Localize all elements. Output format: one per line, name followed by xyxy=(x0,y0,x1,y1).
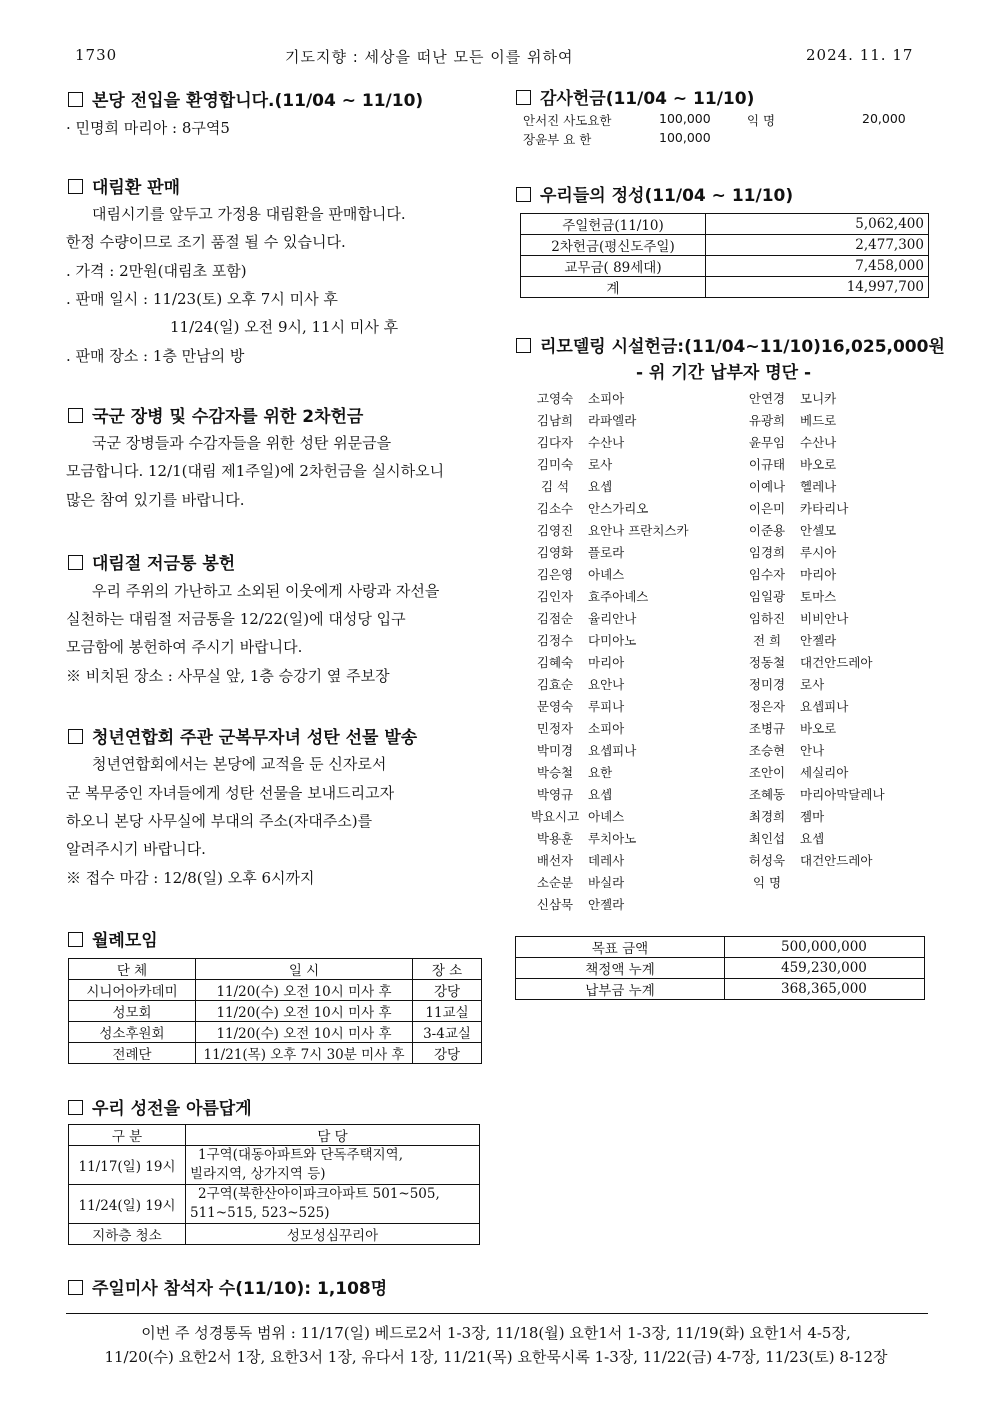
donor-name: 임하진 xyxy=(748,611,786,626)
donor-entry xyxy=(738,807,824,825)
table-row xyxy=(69,1022,482,1043)
donor-name: 이예나 xyxy=(748,479,786,494)
donor-entry xyxy=(738,455,836,473)
donor-name: 안연경 xyxy=(748,391,786,406)
donor-name: 허성욱 xyxy=(748,853,786,868)
donor-baptismal-name: 안젤라 xyxy=(800,633,837,648)
donor-name: 윤무임 xyxy=(748,435,786,450)
youth-heading: 청년연합회 주관 군복무자녀 성탄 선물 발송 xyxy=(68,723,417,748)
donor-name: 김정수 xyxy=(536,633,574,648)
table-row xyxy=(521,256,929,277)
goal-label: 목표 금액 xyxy=(516,937,725,958)
wreath-heading: 대림환 판매 xyxy=(68,173,180,198)
youth-line: 청년연합회에서는 본당에 교적을 둔 신자로서 xyxy=(92,755,387,773)
checkbox-icon xyxy=(68,932,83,947)
donor-entry xyxy=(526,543,624,561)
donor-baptismal-name: 마리아막달레나 xyxy=(800,787,885,802)
wreath-sale-time: 11/24(일) 오전 9시, 11시 미사 후 xyxy=(170,318,399,336)
donor-entry xyxy=(526,653,624,671)
thanks-heading: 감사헌금(11/04 ~ 11/10) xyxy=(516,84,754,109)
donor-name: 문영숙 xyxy=(536,699,574,714)
donor-entry xyxy=(526,697,624,715)
donor-entry xyxy=(526,785,612,803)
date-cell: 지하층 청소 xyxy=(69,1224,186,1245)
donor-baptismal-name: 바실라 xyxy=(588,875,625,890)
table-row xyxy=(69,1001,482,1022)
donor-baptismal-name: 카타리나 xyxy=(800,501,849,516)
donor-entry xyxy=(738,675,824,693)
donor-entry xyxy=(738,763,848,781)
offering-amount: 5,062,400 xyxy=(706,214,929,235)
remodel-heading: 리모델링 시설헌금:(11/04~11/10)16,025,000원 xyxy=(516,332,945,357)
column-header: 일 시 xyxy=(196,959,413,980)
donor-baptismal-name: 루피나 xyxy=(588,699,625,714)
donor-name: 김남희 xyxy=(536,413,574,428)
checkbox-icon xyxy=(68,1280,83,1295)
donor-name: 민정자 xyxy=(536,721,574,736)
youth-deadline: ※ 접수 마감 : 12/8(일) 오후 6시까지 xyxy=(66,869,315,887)
donor-entry xyxy=(526,455,612,473)
donor-baptismal-name: 요셉피나 xyxy=(588,743,637,758)
donor-baptismal-name: 바오로 xyxy=(800,721,837,736)
donor-baptismal-name: 요안나 xyxy=(588,677,625,692)
donor-baptismal-name: 대건안드레아 xyxy=(800,853,873,868)
date-cell: 11/17(일) 19시 xyxy=(69,1146,186,1185)
donor-entry xyxy=(738,543,836,561)
wreath-price: . 가격 : 2만원(대림초 포함) xyxy=(66,262,247,280)
prayer-intention: 기도지향 : 세상을 떠난 모든 이를 위하여 xyxy=(285,48,574,66)
column-header: 구 분 xyxy=(69,1125,186,1146)
goal-table xyxy=(515,936,925,1000)
donor-name: 정미경 xyxy=(748,677,786,692)
donor-baptismal-name: 비비안나 xyxy=(800,611,849,626)
table-row xyxy=(69,1146,480,1185)
donor-entry xyxy=(526,829,636,847)
savings-heading: 대림절 저금통 봉헌 xyxy=(68,549,235,574)
donor-entry xyxy=(526,477,612,495)
checkbox-icon xyxy=(516,90,531,105)
donor-baptismal-name: 수산나 xyxy=(588,435,625,450)
donor-name: 김점순 xyxy=(536,611,574,626)
group-cell: 시니어아카데미 xyxy=(69,980,196,1001)
checkbox-icon xyxy=(68,408,83,423)
donor-baptismal-name: 요셉피나 xyxy=(800,699,849,714)
donor-entry xyxy=(526,873,624,891)
donor-baptismal-name: 마리아 xyxy=(800,567,837,582)
footer-divider xyxy=(66,1313,928,1314)
donor-baptismal-name: 안나 xyxy=(800,743,825,758)
column-header: 장 소 xyxy=(413,959,482,980)
military-heading: 국군 장병 및 수감자를 위한 2차헌금 xyxy=(68,402,363,427)
bible-reading-line: 11/20(수) 요한2서 1장, 요한3서 1장, 유다서 1장, 11/21(목) 요한묵시록 1-3장, 11/22(금) 4-7장, 11/23(토) 8-12장 xyxy=(104,1348,888,1366)
donor-baptismal-name: 세실리아 xyxy=(800,765,849,780)
donor-baptismal-name: 율리안나 xyxy=(588,611,637,626)
donor-name: 이규태 xyxy=(748,457,786,472)
donor-entry xyxy=(526,631,636,649)
donor-entry xyxy=(526,609,636,627)
table-row xyxy=(69,1224,480,1245)
table-header-row xyxy=(69,959,482,980)
donor-baptismal-name: 루시아 xyxy=(800,545,837,560)
table-row xyxy=(521,235,929,256)
date-cell: 11/24(일) 19시 xyxy=(69,1185,186,1224)
table-row xyxy=(516,958,925,979)
donor-entry xyxy=(526,433,624,451)
wreath-sale-place: . 판매 장소 : 1층 만남의 방 xyxy=(66,347,245,365)
donor-name: 신삼묵 xyxy=(536,897,574,912)
place-cell: 강당 xyxy=(413,1043,482,1064)
donor-baptismal-name: 베드로 xyxy=(800,413,837,428)
welcome-line: · 민명희 마리아 : 8구역5 xyxy=(66,119,230,137)
wreath-line: 한정 수량이므로 조기 품절 될 수 있습니다. xyxy=(66,233,346,251)
donor-baptismal-name: 마리아 xyxy=(588,655,625,670)
donor-entry xyxy=(738,785,885,803)
donor-name: 박승철 xyxy=(536,765,574,780)
donor-entry xyxy=(526,895,624,913)
cleaning-table xyxy=(68,1124,480,1245)
bible-reading-line: 이번 주 성경통독 범위 : 11/17(일) 베드로2서 1-3장, 11/18(월) 요한1서 1-3장, 11/19(화) 요한1서 4-5장, xyxy=(141,1324,851,1342)
donor-baptismal-name: 플로라 xyxy=(588,545,625,560)
wreath-line: 대림시기를 앞두고 가정용 대림환을 판매합니다. xyxy=(92,205,406,223)
donor-baptismal-name: 요셉 xyxy=(588,787,613,802)
offering-label: 2차헌금(평신도주일) xyxy=(521,235,706,256)
donor-name: 김소수 xyxy=(536,501,574,516)
donor-entry xyxy=(526,389,624,407)
thanks-amount: 20,000 xyxy=(862,111,906,126)
donor-baptismal-name: 소피아 xyxy=(588,391,625,406)
offering-label: 주일헌금(11/10) xyxy=(521,214,706,235)
donor-entry xyxy=(526,807,624,825)
donor-baptismal-name: 루치아노 xyxy=(588,831,637,846)
thanks-amount: 100,000 xyxy=(659,130,711,145)
goal-label: 책정액 누계 xyxy=(516,958,725,979)
welcome-heading: 본당 전입을 환영합니다.(11/04 ~ 11/10) xyxy=(68,86,423,111)
donor-name: 조안이 xyxy=(748,765,786,780)
time-cell: 11/20(수) 오전 10시 미사 후 xyxy=(196,1001,413,1022)
donor-entry xyxy=(526,763,612,781)
savings-line: 우리 주위의 가난하고 소외된 이웃에게 사랑과 자선을 xyxy=(92,582,440,600)
donor-entry xyxy=(738,829,824,847)
donor-entry xyxy=(526,521,689,539)
offering-amount: 7,458,000 xyxy=(706,256,929,277)
wreath-sale-time: . 판매 일시 : 11/23(토) 오후 7시 미사 후 xyxy=(66,290,338,308)
duty-cell: 2구역(북한산아이파크아파트 501~505, 511~515, 523~525) xyxy=(186,1185,480,1224)
thanks-donor: 익 명 xyxy=(747,113,776,128)
donor-entry xyxy=(738,499,848,517)
donor-entry xyxy=(738,565,836,583)
time-cell: 11/21(목) 오후 7시 30분 미사 후 xyxy=(196,1043,413,1064)
table-row xyxy=(521,277,929,298)
donor-name: 김영진 xyxy=(536,523,574,538)
place-cell: 11교실 xyxy=(413,1001,482,1022)
donor-entry xyxy=(738,741,824,759)
donor-entry xyxy=(738,653,872,671)
donor-entry xyxy=(526,719,624,737)
donor-entry xyxy=(526,499,648,517)
place-cell: 3-4교실 xyxy=(413,1022,482,1043)
donor-baptismal-name: 아녜스 xyxy=(588,809,625,824)
donor-baptismal-name: 대건안드레아 xyxy=(800,655,873,670)
youth-line: 군 복무중인 자녀들에게 성탄 선물을 보내드리고자 xyxy=(66,784,395,802)
donor-entry xyxy=(738,697,848,715)
group-cell: 전례단 xyxy=(69,1043,196,1064)
time-cell: 11/20(수) 오전 10시 미사 후 xyxy=(196,980,413,1001)
offering-label: 교무금( 89세대) xyxy=(521,256,706,277)
group-cell: 성소후원회 xyxy=(69,1022,196,1043)
donor-name: 이은미 xyxy=(748,501,786,516)
donor-name: 김은영 xyxy=(536,567,574,582)
donor-name: 익 명 xyxy=(752,875,782,890)
donor-entry xyxy=(738,477,836,495)
donor-name: 김효순 xyxy=(536,677,574,692)
donor-name: 김혜숙 xyxy=(536,655,574,670)
monthly-table xyxy=(68,958,482,1064)
donor-entry xyxy=(738,719,836,737)
donor-entry xyxy=(738,521,836,539)
donor-entry xyxy=(526,565,624,583)
monthly-heading: 월례모임 xyxy=(68,926,158,951)
donor-baptismal-name: 요한 xyxy=(588,765,613,780)
goal-amount: 500,000,000 xyxy=(725,937,925,958)
donor-baptismal-name: 요셉 xyxy=(800,831,825,846)
thanks-donor: 안서진 사도요한 xyxy=(523,113,612,128)
offering-label: 계 xyxy=(521,277,706,298)
donor-baptismal-name: 데레사 xyxy=(588,853,625,868)
donor-entry xyxy=(738,873,800,891)
thanks-donor: 장윤부 요 한 xyxy=(523,132,592,147)
donor-entry xyxy=(738,389,836,407)
donor-baptismal-name: 라파엘라 xyxy=(588,413,637,428)
donor-name: 고영숙 xyxy=(536,391,574,406)
checkbox-icon xyxy=(68,1100,83,1115)
donor-name: 조병규 xyxy=(748,721,786,736)
donor-entry xyxy=(526,675,624,693)
donor-baptismal-name: 헬레나 xyxy=(800,479,837,494)
bulletin-date: 2024. 11. 17 xyxy=(806,46,914,64)
time-cell: 11/20(수) 오전 10시 미사 후 xyxy=(196,1022,413,1043)
donor-entry xyxy=(526,741,636,759)
cleaning-heading: 우리 성전을 아름답게 xyxy=(68,1094,252,1119)
table-row xyxy=(69,1185,480,1224)
offerings-table xyxy=(520,213,929,298)
donor-entry xyxy=(526,851,624,869)
savings-note: ※ 비치된 장소 : 사무실 앞, 1층 승강기 옆 주보장 xyxy=(66,667,390,685)
table-row xyxy=(69,980,482,1001)
remodel-subtitle: - 위 기간 납부자 명단 - xyxy=(636,363,812,383)
military-line: 국군 장병들과 수감자들을 위한 성탄 위문금을 xyxy=(92,434,392,452)
savings-line: 실천하는 대림절 저금통을 12/22(일)에 대성당 입구 xyxy=(66,610,406,628)
donor-entry xyxy=(738,587,836,605)
donor-entry xyxy=(738,851,872,869)
youth-line: 알려주시기 바랍니다. xyxy=(66,840,206,858)
donor-entry xyxy=(738,433,836,451)
donor-name: 전 희 xyxy=(752,633,782,648)
donor-name: 박요시고 xyxy=(530,809,580,824)
checkbox-icon xyxy=(516,187,531,202)
thanks-amount: 100,000 xyxy=(659,111,711,126)
donor-baptismal-name: 젬마 xyxy=(800,809,825,824)
donor-name: 김다자 xyxy=(536,435,574,450)
checkbox-icon xyxy=(68,729,83,744)
offering-total: 14,997,700 xyxy=(706,277,929,298)
donor-name: 소순분 xyxy=(536,875,574,890)
donor-name: 조승현 xyxy=(748,743,786,758)
youth-line: 하오니 본당 사무실에 부대의 주소(자대주소)를 xyxy=(66,812,373,830)
offerings-heading: 우리들의 정성(11/04 ~ 11/10) xyxy=(516,181,793,206)
donor-baptismal-name: 아녜스 xyxy=(588,567,625,582)
donor-entry xyxy=(738,631,836,649)
table-row xyxy=(516,979,925,1000)
attendance-heading: 주일미사 참석자 수(11/10): 1,108명 xyxy=(68,1274,387,1299)
donor-baptismal-name: 로사 xyxy=(800,677,825,692)
donor-baptismal-name: 토마스 xyxy=(800,589,837,604)
table-header-row xyxy=(69,1125,480,1146)
checkbox-icon xyxy=(68,179,83,194)
donor-baptismal-name: 안젤라 xyxy=(588,897,625,912)
donor-name: 박영규 xyxy=(536,787,574,802)
donor-name: 배선자 xyxy=(536,853,574,868)
donor-name: 김 석 xyxy=(540,479,570,494)
donor-baptismal-name: 소피아 xyxy=(588,721,625,736)
donor-baptismal-name: 바오로 xyxy=(800,457,837,472)
goal-amount: 368,365,000 xyxy=(725,979,925,1000)
donor-name: 김인자 xyxy=(536,589,574,604)
donor-baptismal-name: 로사 xyxy=(588,457,613,472)
donor-entry xyxy=(738,609,848,627)
donor-entry xyxy=(526,411,636,429)
donor-baptismal-name: 다미아노 xyxy=(588,633,637,648)
column-header: 담 당 xyxy=(186,1125,480,1146)
donor-name: 최경희 xyxy=(748,809,786,824)
duty-cell: 성모성심꾸리아 xyxy=(186,1224,480,1245)
offering-amount: 2,477,300 xyxy=(706,235,929,256)
donor-name: 유광희 xyxy=(748,413,786,428)
donor-baptismal-name: 안셀모 xyxy=(800,523,837,538)
goal-amount: 459,230,000 xyxy=(725,958,925,979)
donor-baptismal-name: 요안나 프란치스카 xyxy=(588,523,689,538)
donor-name: 정동철 xyxy=(748,655,786,670)
column-header: 단 체 xyxy=(69,959,196,980)
donor-name: 임일광 xyxy=(748,589,786,604)
place-cell: 강당 xyxy=(413,980,482,1001)
donor-name: 임경희 xyxy=(748,545,786,560)
checkbox-icon xyxy=(68,92,83,107)
donor-name: 이준용 xyxy=(748,523,786,538)
donor-baptismal-name: 수산나 xyxy=(800,435,837,450)
table-row xyxy=(69,1043,482,1064)
military-line: 모금합니다. 12/1(대림 제1주일)에 2차헌금을 실시하오니 xyxy=(66,462,445,480)
checkbox-icon xyxy=(516,338,531,353)
table-row xyxy=(516,937,925,958)
military-line: 많은 참여 있기를 바랍니다. xyxy=(66,491,245,509)
table-row xyxy=(521,214,929,235)
donor-entry xyxy=(738,411,836,429)
duty-cell: 1구역(대동아파트와 단독주택지역, 빌라지역, 상가지역 등) xyxy=(186,1146,480,1185)
checkbox-icon xyxy=(68,555,83,570)
donor-name: 박미경 xyxy=(536,743,574,758)
donor-name: 조혜동 xyxy=(748,787,786,802)
donor-baptismal-name: 효주아녜스 xyxy=(588,589,649,604)
donor-name: 김미숙 xyxy=(536,457,574,472)
donor-baptismal-name: 요셉 xyxy=(588,479,613,494)
donor-name: 임수자 xyxy=(748,567,786,582)
donor-baptismal-name: 모니카 xyxy=(800,391,837,406)
goal-label: 납부금 누계 xyxy=(516,979,725,1000)
savings-line: 모금함에 봉헌하여 주시기 바랍니다. xyxy=(66,638,303,656)
issue-number: 1730 xyxy=(75,46,118,64)
donor-name: 최인섭 xyxy=(748,831,786,846)
donor-baptismal-name: 안스가리오 xyxy=(588,501,649,516)
donor-name: 박용훈 xyxy=(536,831,574,846)
donor-entry xyxy=(526,587,648,605)
donor-name: 정은자 xyxy=(748,699,786,714)
donor-name: 김영화 xyxy=(536,545,574,560)
group-cell: 성모회 xyxy=(69,1001,196,1022)
